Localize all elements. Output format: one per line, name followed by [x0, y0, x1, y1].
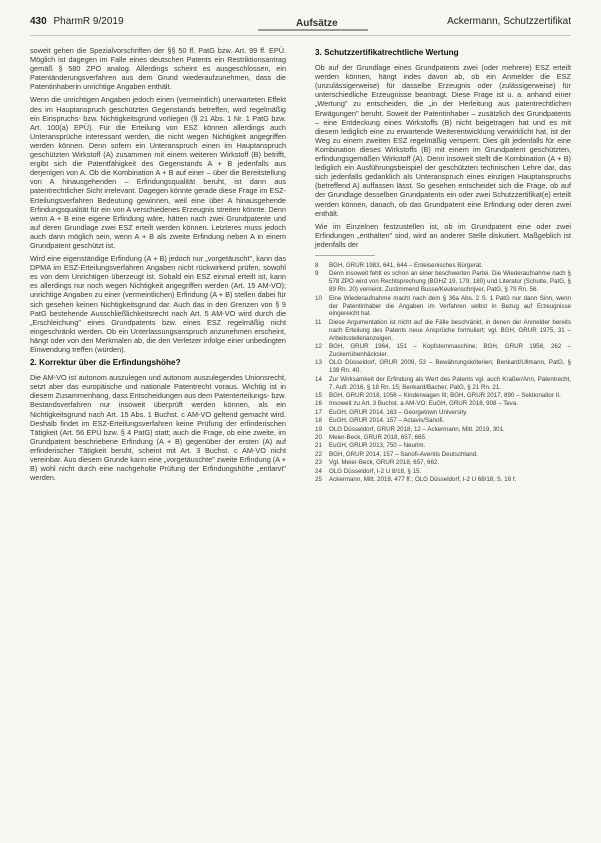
- footnote-text: OLG Düsseldorf, GRUR 2009, 53 – Bewährungskriterien; Benkard/Ullmann, PatG, § 139 Rn. 40.: [329, 359, 571, 375]
- footnote-text: Denn insoweit fehlt es schon an einer beschwerten Partei. Die Wiederaufnahme nach § 578 ZPO wird von Rechtsprechung (BGHZ 19, 179, 180) und Literatur (Schulte, PatG, § 89 Rn. 20) verneint. Zustimmend Busse/Keukenschrijver, PatG, § 79 Rn. 56.: [329, 270, 571, 294]
- footnote: [315, 359, 571, 375]
- footnote-number: 23: [315, 459, 322, 467]
- footnote-number: 24: [315, 467, 322, 475]
- footnote: [315, 262, 571, 270]
- footnote-number: 17: [315, 408, 322, 416]
- header-rule: [30, 35, 571, 36]
- footnote: [315, 451, 571, 459]
- footnote: [315, 270, 571, 294]
- footnote-text: EuGH, GRUR 2013, 750 – Neurim.: [329, 442, 426, 450]
- footnote: [315, 295, 571, 319]
- footnote: [315, 376, 571, 392]
- footnote-text: Zur Wirksamkeit der Erfindung als Wert des Patents vgl. auch Kraßer/Ann, Patentrecht, 7. Aufl. 2016, § 18 Rn. 15; Benkard/Bacher, PatG, § 21 Rn. 21.: [329, 375, 571, 391]
- body-paragraph: Wenn die unrichtigen Angaben jedoch einen (vermeintlich) unerwarteten Effekt des im Hauptanspruch geschützten Gegenstands betreffen, wird regelmäßig ein Einspruchs- bzw. Nichtigkeitsgrund vorliegen (§ 21 Abs. 1 Nr. 1 PatG bzw. Art. 100(a) EPÜ). Für die Erteilung von ESZ können allerdings auch Unteransprüche interessant werden, die nicht wegen Nichtigkeit angegriffen werden können. Denn sofern ein Unteranspruch einen im Hauptanspruch geschützten Wirkstoff (A) zusammen mit einem weiteren Wirkstoff (B) betrifft, ergibt sich die Patentfähigkeit des Gegenstands A + B jedenfalls aus derjenigen von A. Ob die Kombination A + B auf einer – über die Bereitstellung von A hinausgehenden – Erfindungsqualität beruht, ist dann aus patentrechtlicher Sicht irrelevant. Dagegen könnte gerade diese Frage im ESZ-Erteilungsverfahren Bedeutung gewinnen, weil eine über A hinausgehende Erfindungsqualität für ein von A verschiedenes Erzeugnis streiten könnte. Denn wenn A + B eine eigene Erfindung wäre, hätten nach zwei Grundpatente und auf deren Grundlage zwei ESZ erteilt werden können. Letzteres muss jedoch auch dann möglich sein, wenn A + B als zweite Erfindung neben A in einem Grundpatent geschützt ist.: [30, 95, 286, 250]
- footnote-text: OLG Düsseldorf, GRUR 2018, 12 – Ackermann, Mitt. 2019, 301.: [329, 425, 505, 433]
- footnote-text: BGH, GRUR 1983, 641, 644 – Enteisenisches Bürgerat.: [329, 261, 483, 269]
- footnote: [315, 400, 571, 408]
- footnote: [315, 319, 571, 343]
- body-paragraph: Wird eine eigenständige Erfindung (A + B) jedoch nur „vorgetäuscht", kann das DPMA im ESZ-Erteilungsverfahren Angaben nicht rückwirkend prüfen, sowohl es von dem Unrichtigen überzeugt ist. Sobald ein ESZ einmal erteilt ist, kann es allerdings nur noch wegen Nichtigkeit angegriffen werden (Art. 15 AM-VO); unrichtige Angaben zu einer (vermeintlichen) Erfindung (A + B) stellen dabei für sich gesehen keinen Nichtigkeitsgrund dar. Auch das in den Grenzen von § 9 PatG bestehende Ausschließlichkeitsrecht nach Art. 5 AM-VO wird durch die „Erschleichung" eines Grundpatents bzw. eines ESZ regelmäßig nicht eingeschränkt werden. Ob ein Unterlassungsanspruch anzunehmen erscheint, hängt oder von den Merkmalen ab, die den Verletzer infolge einer unbedingten Einwendung treffen (würden).: [30, 254, 286, 354]
- footnote-number: 12: [315, 343, 322, 351]
- footnote-number: 13: [315, 359, 322, 367]
- footnote-number: 15: [315, 391, 322, 399]
- footnote: [315, 434, 571, 442]
- footnote: [315, 426, 571, 434]
- body-paragraph: Die AM-VO ist autonom auszulegen und autonom auszulegendes Unionsrecht, setzt aber das europäische und nationale Patentrecht voraus. Wichtig ist in diesem Zusammenhang, dass Entscheidungen aus dem Patenterteilungs- bzw. Bestandsverfahren nur insoweit überprüft werden können, als ein Nichtigkeitsgrund nach Art. 15 Abs. 1 Buchst. c AM-VO geltend gemacht wird. Deshalb findet im ESZ-Erteilungsverfahren keine Prüfung der erfinderischen Tätigkeit (Art. 56 EPÜ bzw. § 4 PatG) statt; auch die Frage, ob eine zweite, im Grundpatent beschriebene Erfindung (A + B) gegenüber der ersten (A) auf erfinderischer Tätigkeit beruht, scheint mit Art. 3 Buchst. c AM-VO nicht vereinbar. Aus diesem Grunde kann eine „vorgetäuschte" zweite Erfindung (A + B) wohl nicht durch eine nachgeholte Prüfung der Erfindungshöhe „entlarvt" werden.: [30, 373, 286, 483]
- footnote: [315, 442, 571, 450]
- running-header: [30, 14, 571, 32]
- footnote-number: 25: [315, 476, 322, 484]
- section-bar: [258, 29, 368, 31]
- footnote-text: EuGH, GRUR 2014, 157 – Actavis/Sanofi.: [329, 417, 445, 425]
- journal-issue: PharmR 9/2019: [53, 16, 124, 27]
- footnote-number: 14: [315, 375, 322, 383]
- footnote-number: 22: [315, 450, 322, 458]
- footnote-number: 9: [315, 270, 319, 278]
- section-heading: 2. Korrektur über die Erfindungshöhe?: [30, 358, 181, 368]
- footnote: [315, 417, 571, 425]
- footnote: [315, 459, 571, 467]
- footnote: [315, 392, 571, 400]
- footnote-number: 11: [315, 318, 322, 326]
- footnotes: [315, 262, 571, 484]
- page-number: 430: [30, 16, 47, 27]
- footnote-number: 19: [315, 425, 322, 433]
- footnote-text: BGH, GRUR 1964, 151 – Kopfstemmaschine; BGH, GRUR 1958, 262 – Zuckerrübenhäcksler.: [329, 343, 571, 358]
- footnote: [315, 468, 571, 476]
- footnote-text: Ackermann, Mitt. 2018, 477 ff.; OLG Düsseldorf, I-2 U 68/18, S. 16 f.: [329, 476, 517, 484]
- footnote-text: EuGH, GRUR 2014, 163 – Georgetown University.: [329, 408, 468, 416]
- left-column: [30, 46, 286, 486]
- footnote-number: 8: [315, 261, 319, 269]
- footnote: [315, 343, 571, 359]
- footnote: [315, 476, 571, 484]
- header-left: [30, 16, 124, 27]
- footnote-number: 10: [315, 294, 322, 302]
- footnote-rule: [315, 255, 375, 256]
- footnote-text: Insoweit zu Art. 3 Buchst. a AM-VO: EuGH, GRUR 2018, 908 – Teva.: [329, 400, 519, 408]
- footnote-number: 18: [315, 417, 322, 425]
- footnote-number: 16: [315, 400, 322, 408]
- footnote-text: BGH, GRUR 2018, 1056 – Kinderwagen III; BGH, GRUR 2017, 890 – Sektionaltor II.: [329, 391, 561, 399]
- footnote-text: Diese Argumentation ist nicht auf die Fälle beschränkt, in denen der Anmelder bereits nach Erteilung des Patents neue Ansprüche formuliert; vgl. BGH, GRUR 1975, 31 – Arbeitsstellenanzeigen.: [329, 318, 571, 342]
- body-paragraph: Ob auf der Grundlage eines Grundpatents zwei (oder mehrere) ESZ erteilt werden können, hängt indes davon ab, ob ein Anmelder die ESZ (unzulässigerweise) für dasselbe Erzeugnis oder (zulässigerweise) für unterschiedliche Erzeugnisse beantragt. Diese Frage ist u. a. anhand einer „Wertung" zu entscheiden, die „in der Herleitung aus patentrechtlichen Erwägungen" beruht. Soweit der Patentinhaber – zusätzlich des Grundpatents – eine Entdeckung eines Wirkstoffs (B) nicht beigetragen hat und es mit diesem lediglich eine zu erwartende Weiterentwicklung verwirklicht hat, ist der Weg zu einem zweiten ESZ regelmäßig versperrt. Dies gilt jedenfalls für eine Kombination dieses Wirkstoffs (B) mit einem im Grundpatent geschützten, erfindungsgemäßen Wirkstoff (A). Denn insoweit stellt die Kombination (A + B) lediglich ein Ausführungsbeispiel der geschützten technischen Lehre dar, das sich jedenfalls gedanklich als Unteranspruch eines einzigen Hauptanspruchs (betreffend A) auffassen lässt. So gesehen entscheidet sich die Frage, ob auf der Grundlage desselben Grundpatents ein oder zwei Schutzzertifikat(e) erteilt werden können, danach, ob das Grundpatent eine Erfindung oder deren zwei enthält.: [315, 63, 571, 218]
- section-heading: 3. Schutzzertifikatrechtliche Wertung: [315, 48, 459, 57]
- right-column: [315, 46, 571, 484]
- footnote-text: Eine Wiederaufnahme macht nach dem § 36a Abs. 2 S. 1 PatG nur dann Sinn, wenn der Patentinhaber die Angaben im Verfahren selbst in Bezug auf Erzeugnisse eingereicht hat.: [329, 294, 571, 318]
- footnote-text: OLG Düsseldorf, I-2 U 8/18, § 15.: [329, 467, 422, 475]
- body-paragraph: Wie im Einzelnen festzustellen ist, ob im Grundpatent eine oder zwei Erfindungen „enthalten" sind, wird an anderer Stelle diskutiert. Maßgeblich ist jedenfalls der: [315, 221, 571, 249]
- footnote-text: Meier-Beck, GRUR 2018, 657, 665.: [329, 434, 427, 441]
- footnote: [315, 409, 571, 417]
- footnote-number: 21: [315, 442, 322, 450]
- footnote-number: 20: [315, 434, 322, 441]
- footnote-text: BGH, GRUR 2014, 157 – Sanofi-Aventis Deutschland.: [329, 450, 478, 458]
- section-label: Aufsätze: [296, 18, 338, 29]
- footnote-text: Vgl. Meier-Beck, GRUR 2018, 657, 662.: [329, 459, 440, 467]
- author-title: Ackermann, Schutzzertifikat: [447, 16, 571, 27]
- body-paragraph: soweit gehen die Spezialvorschriften der §§ 50 ff. PatG bzw. Art. 99 ff. EPÜ. Möglich ist dagegen im Falle eines deutschen Patents ein Restriktionsantrag gemäß § 580 ZPO analog. Allerdings scheint es ausgeschlossen, ein Patentänderungsverfahren aus dem Grund wiederaufzunehmen, dass die Patentinhaberin unrichtige Angaben enthält.: [30, 46, 286, 92]
